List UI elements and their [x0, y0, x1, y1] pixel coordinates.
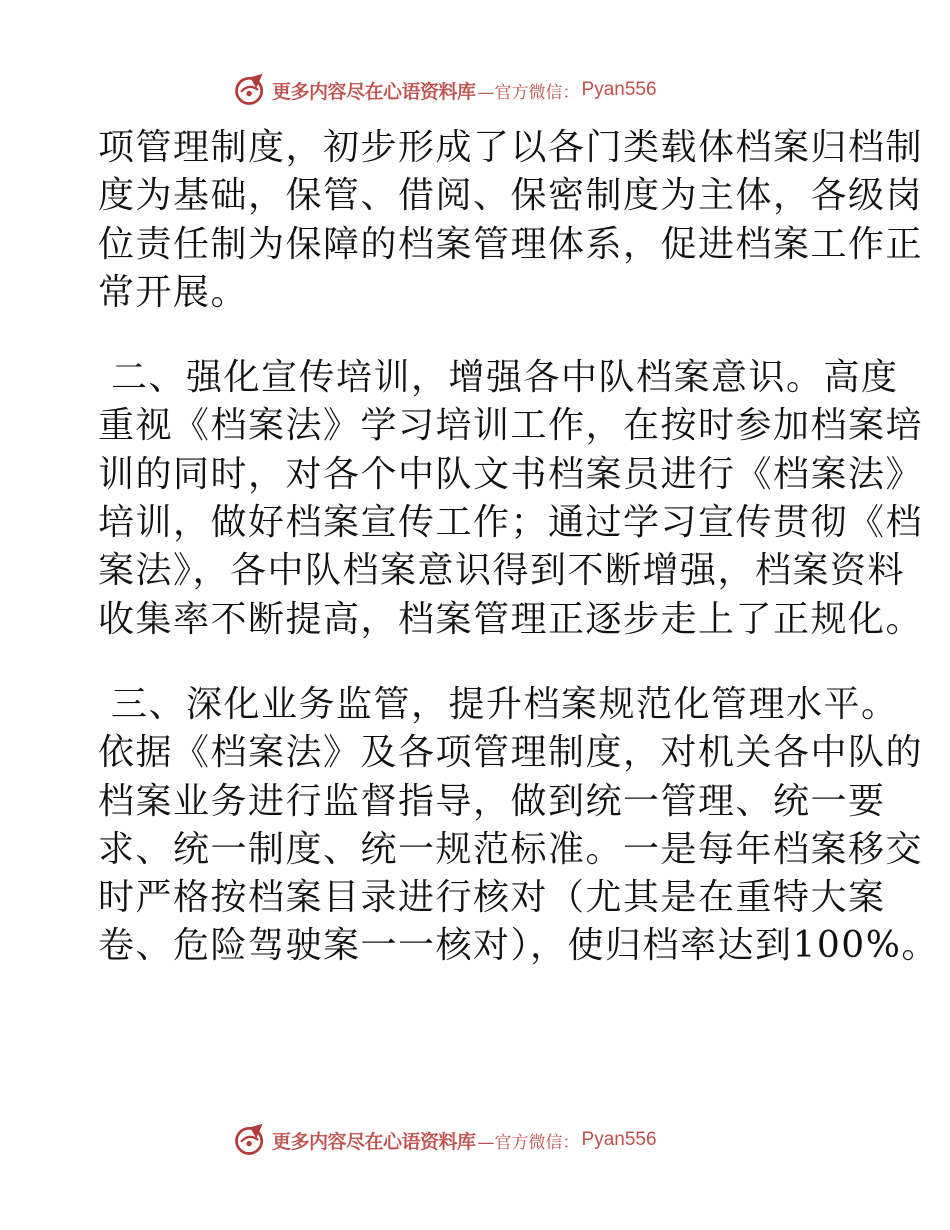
header-watermark: [232, 70, 657, 110]
watermark-account: Pyan556: [581, 79, 657, 100]
text-line: 重视《档案法》学习培训工作，在按时参加档案培: [98, 405, 924, 447]
text-line: 训的同时，对各个中队文书档案员进行《档案法》: [98, 453, 924, 495]
text-line: 求、统一制度、统一规范标准。一是每年档案移交: [98, 828, 924, 870]
text-line: 档案业务进行监督指导，做到统一管理、统一要: [98, 780, 886, 822]
watermark-separator: —官方微信：: [477, 1132, 580, 1153]
text-line: 收集率不断提高，档案管理正逐步走上了正规化。: [98, 598, 924, 640]
text-line: 度为基础，保管、借阅、保密制度为主体，各级岗: [98, 175, 924, 217]
text-line: 时严格按档案目录进行核对（尤其是在重特大案: [98, 877, 886, 919]
paragraph-2: [98, 354, 924, 644]
paragraph-gap: [98, 317, 858, 354]
paragraph-gap: [98, 644, 858, 681]
text-line: 培训，做好档案宣传工作；通过学习宣传贯彻《档: [98, 502, 924, 544]
text-line: 案法》，各中队档案意识得到不断增强，档案资料: [98, 550, 906, 592]
text-line: 二、强化宣传培训，增强各中队档案意识。高度: [98, 357, 899, 399]
watermark-separator: —官方微信：: [477, 82, 580, 103]
text-line: 依据《档案法》及各项管理制度，对机关各中队的: [98, 732, 924, 774]
text-line: 项管理制度，初步形成了以各门类载体档案归档制: [98, 127, 924, 168]
document-body: [98, 124, 939, 971]
paragraph-3: [98, 681, 939, 971]
watermark-text: 更多内容尽在心语资料库: [272, 1130, 476, 1153]
text-line: 位责任制为保障的档案管理体系，促进档案工作正: [98, 223, 924, 265]
brand-logo-icon: [232, 72, 268, 108]
text-line: 常开展。: [98, 271, 249, 313]
footer-watermark: [232, 1120, 657, 1160]
watermark-text: 更多内容尽在心语资料库: [272, 80, 476, 103]
watermark-account: Pyan556: [581, 1129, 657, 1150]
text-line: 卷、危险驾驶案一一核对），使归档率达到100%。: [98, 925, 939, 967]
brand-logo-icon: [232, 1122, 268, 1158]
paragraph-1: [98, 124, 924, 317]
text-line: 三、深化业务监管，提升档案规范化管理水平。: [98, 683, 899, 725]
